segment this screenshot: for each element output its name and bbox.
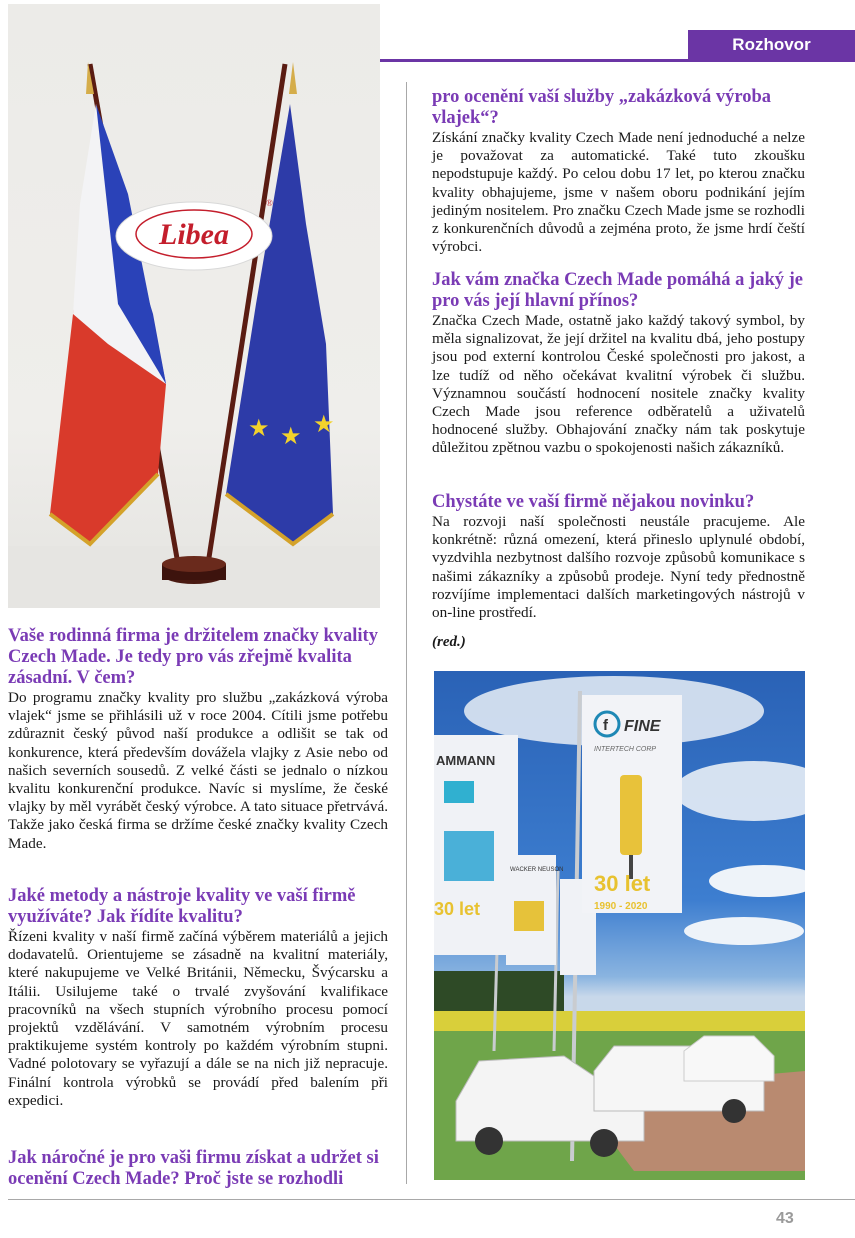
cloud	[709, 865, 805, 897]
registered-mark: ®	[266, 198, 273, 208]
flags-photo	[8, 4, 380, 608]
banners-illustration	[434, 671, 805, 1180]
answer: Značka Czech Made, ostatně jako každý takový symbol, by měla signalizovat, že její držitel na kvalitu dbá, jeho postupy jsou pod externí kontrolou České společnosti pro jakost, a lze tudíž od něho očekávat kvalitní výrobek či službu. Významnou součástí hodnocení nositele značky kvality Czech Made jsou reference odběratelů a uživatelů hodnocené služby. Obhajování značky nám tak poskytuje důležitou zpětnou vazbu o spokojenosti našich zákazníků.	[432, 312, 805, 457]
car	[684, 1036, 774, 1081]
answer: Na rozvoji naší společnosti neustále pracujeme. Ale konkrétně: různá omezení, která přineslo uplynulé období, vyzdvihla nezbytnost dalšího rozvoje způsobů komunikace s našimi zákazníky a způsobů prodeje. Nyní tedy přednostně rozvíjíme implementaci dalších marketingových nástrojů v on-line prostředí.	[432, 513, 805, 622]
czech-flag	[50, 104, 166, 544]
banners-photo	[434, 671, 805, 1180]
page-number: 43	[776, 1210, 794, 1227]
qa-block	[8, 1148, 388, 1190]
signature: (red.)	[432, 634, 466, 650]
flag-stand-top	[162, 556, 226, 572]
banner-ammann	[434, 735, 518, 955]
footer-rule	[8, 1199, 855, 1200]
banner-wacker-neuson	[506, 855, 563, 965]
banner-fine	[582, 695, 682, 913]
qa-block	[8, 626, 388, 853]
libea-logo	[116, 198, 273, 270]
cloud	[684, 917, 804, 945]
svg-text:30 let: 30 let	[434, 899, 481, 919]
svg-text:INTERTECH CORP: INTERTECH CORP	[594, 746, 657, 753]
svg-text:AMMANN: AMMANN	[436, 753, 496, 768]
answer: Řízeni kvality v naší firmě začíná výběrem materiálů a jejich dodavatelů. Orientujeme se zásadně na kvalitní materiály, které nakupujeme ve Velké Británii, Německu, Švýcarsku a Itálii. Usilujeme také o trvalé zvyšování kvalifikace pracovníků na všech stupních výrobního procesu pomocí projektů vzdělávání. V samotném výrobním procesu praktikujeme systém kontroly po každém výrobním stupni. Vadné polotovary se vyřazují a dále se na nich již nepracuje. Finální kontrola výrobků se provádí před balením při expedici.	[8, 928, 388, 1109]
question: Jak vám značka Czech Made pomáhá a jaký je pro vás její hlavní přínos?	[432, 270, 804, 311]
eu-star: ★	[313, 412, 335, 438]
question: Jaké metody a nástroje kvality ve vaší firmě využíváte? Jak řídíte kvalitu?	[8, 886, 356, 927]
qa-block	[432, 87, 805, 256]
svg-text:30 let: 30 let	[594, 871, 651, 896]
section-label: Rozhovor	[688, 30, 855, 60]
eu-pole-finial	[289, 62, 297, 94]
question: Vaše rodinná firma je držitelem značky kvality Czech Made. Je tedy pro vás zřejmě kvalita zásadní. V čem?	[8, 626, 378, 688]
svg-text:WACKER NEUSON: WACKER NEUSON	[510, 867, 564, 873]
answer: Získání značky kvality Czech Made není jednoduché a nelze je považovat za automatické. Také tuto zkoušku nepodstupuje každý. Po celou dobu 17 let, po kterou značku kvality obhajujeme, jsme v našem oboru podnikání jejím jediným nositelem. Pro značku Czech Made jsme se rozhodli z konkurenčních důvodů a zejména proto, že jsme hrdí čeští výrobci.	[432, 129, 805, 256]
question: Jak náročné je pro vaši firmu získat a udržet si ocenění Czech Made? Proč jste se rozhodli	[8, 1148, 379, 1189]
qa-block	[432, 270, 805, 458]
question: Chystáte ve vaší firmě nějakou novinku?	[432, 492, 755, 512]
flags-illustration	[8, 4, 380, 608]
hydraulic-breaker	[620, 775, 642, 855]
svg-text:FINE: FINE	[624, 718, 661, 735]
eu-star: ★	[280, 424, 302, 450]
column-divider	[406, 82, 407, 1184]
eu-star: ★	[248, 416, 270, 442]
qa-block	[8, 886, 388, 1110]
svg-text:1990 - 2020: 1990 - 2020	[594, 901, 648, 912]
svg-text:f: f	[603, 717, 608, 734]
logo-text: Libea	[159, 218, 229, 251]
answer: Do programu značky kvality pro službu „zakázková výroba vlajek“ jsme se přihlásili už v roce 2004. Cítili jsme potřebu zdůraznit český původ naší produkce a odlišit se tak od konkurence, která především dovážela vlajky z Asie nebo od našich severních sousedů. Z velké části se jednalo o nízkou kvalitu konkurenční produkce. Navíc si myslíme, že české vlajky by měl vyrábět český výrobce. A tato situace přetrvává. Takže jako česká firma se držíme české značky kvality Czech Made.	[8, 689, 388, 852]
cloud	[674, 761, 805, 821]
eu-flag	[226, 104, 335, 544]
question: pro ocenění vaší služby „zakázková výroba vlajek“?	[432, 87, 772, 128]
qa-block	[432, 492, 805, 622]
